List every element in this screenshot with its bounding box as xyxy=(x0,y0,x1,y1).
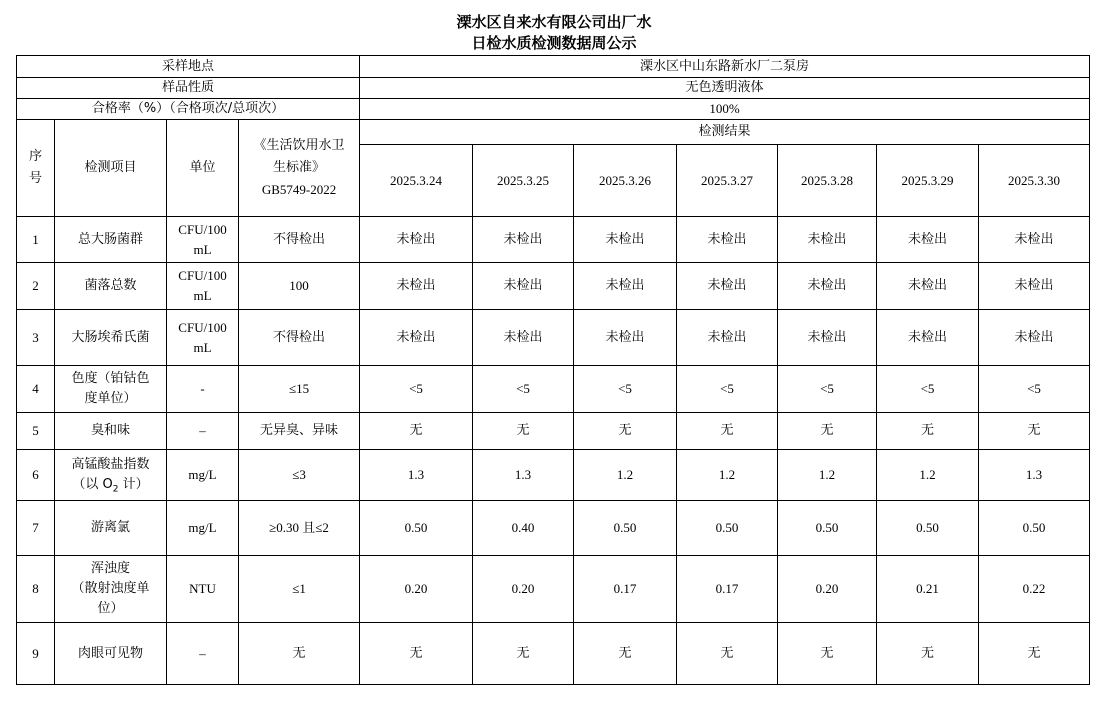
result-cell: <5 xyxy=(979,366,1090,413)
unit-cell: – xyxy=(167,623,239,685)
result-cell: <5 xyxy=(574,366,677,413)
unit-cell: mg/L xyxy=(167,450,239,501)
result-cell: 0.20 xyxy=(360,556,473,623)
water-quality-table xyxy=(16,55,1090,685)
result-cell: 0.22 xyxy=(979,556,1090,623)
table-row xyxy=(17,366,1090,413)
header-standard-line1: 《生活饮用水卫 xyxy=(253,137,345,153)
test-item: 游离氯 xyxy=(55,501,167,556)
result-cell: <5 xyxy=(677,366,778,413)
unit-part1: CFU/100 xyxy=(178,319,227,335)
result-cell: 1.2 xyxy=(574,450,677,501)
row-number: 4 xyxy=(17,366,55,413)
unit-cell: – xyxy=(167,413,239,450)
header-no-line2: 号 xyxy=(28,171,42,186)
unit-cell xyxy=(167,217,239,263)
test-item: 肉眼可见物 xyxy=(55,623,167,685)
report-title-line2: 日检水质检测数据周公示 xyxy=(471,34,637,52)
table-row xyxy=(17,310,1090,366)
unit-cell: - xyxy=(167,366,239,413)
result-cell: <5 xyxy=(877,366,979,413)
test-item-line2: 度单位） xyxy=(84,391,137,406)
result-cell: 0.17 xyxy=(677,556,778,623)
header-row-1 xyxy=(17,120,1090,145)
result-cell: 未检出 xyxy=(877,217,979,263)
unit-cell xyxy=(167,263,239,310)
result-cell: 0.20 xyxy=(778,556,877,623)
subscript-two: 2 xyxy=(112,484,119,495)
row-number: 9 xyxy=(17,623,55,685)
result-cell: 1.2 xyxy=(677,450,778,501)
location-value: 溧水区中山东路新水厂二泵房 xyxy=(360,56,1090,78)
header-item: 检测项目 xyxy=(55,120,167,217)
header-standard-line3: GB5749-2022 xyxy=(261,181,337,197)
result-cell: 未检出 xyxy=(473,217,574,263)
test-item-line1: 色度（铂钴色 xyxy=(71,371,150,386)
row-number: 1 xyxy=(17,217,55,263)
result-cell: 未检出 xyxy=(677,217,778,263)
row-number: 6 xyxy=(17,450,55,501)
result-cell: 未检出 xyxy=(979,217,1090,263)
result-cell: 无 xyxy=(778,413,877,450)
result-cell: 0.50 xyxy=(574,501,677,556)
result-cell: 无 xyxy=(877,413,979,450)
result-cell: 未检出 xyxy=(979,263,1090,310)
unit-part2: mL xyxy=(193,288,212,303)
result-cell: <5 xyxy=(360,366,473,413)
result-cell: 未检出 xyxy=(877,263,979,310)
result-cell: 无 xyxy=(360,413,473,450)
row-number: 5 xyxy=(17,413,55,450)
unit-cell: mg/L xyxy=(167,501,239,556)
test-item-line2-pre: （以 O xyxy=(72,477,113,492)
table-row xyxy=(17,501,1090,556)
result-cell: 0.50 xyxy=(877,501,979,556)
test-item-line1: 浑浊度 xyxy=(90,561,130,576)
table-row xyxy=(17,217,1090,263)
result-cell: 无 xyxy=(473,623,574,685)
result-cell: 未检出 xyxy=(360,310,473,366)
sample-label: 样品性质 xyxy=(17,78,360,99)
pass-rate-value: 100% xyxy=(360,99,1090,120)
table-row xyxy=(17,623,1090,685)
table-row xyxy=(17,263,1090,310)
info-row-sample xyxy=(17,78,1090,99)
result-cell: 无 xyxy=(473,413,574,450)
row-number: 2 xyxy=(17,263,55,310)
standard-value: 不得检出 xyxy=(239,310,360,366)
result-cell: 无 xyxy=(979,413,1090,450)
result-cell: 1.3 xyxy=(360,450,473,501)
result-cell: 无 xyxy=(677,623,778,685)
date-header: 2025.3.26 xyxy=(574,145,677,217)
date-header: 2025.3.24 xyxy=(360,145,473,217)
result-cell: 0.50 xyxy=(979,501,1090,556)
result-cell: 0.20 xyxy=(473,556,574,623)
result-cell: <5 xyxy=(778,366,877,413)
result-cell: 未检出 xyxy=(778,217,877,263)
result-cell: 未检出 xyxy=(979,310,1090,366)
date-header: 2025.3.29 xyxy=(877,145,979,217)
result-cell: 未检出 xyxy=(677,310,778,366)
test-item-line2-post: 计） xyxy=(118,477,149,492)
result-cell: 0.50 xyxy=(677,501,778,556)
result-cell: 未检出 xyxy=(778,263,877,310)
standard-value: ≤1 xyxy=(239,556,360,623)
result-cell: 0.21 xyxy=(877,556,979,623)
unit-cell xyxy=(167,310,239,366)
unit-part2: mL xyxy=(193,241,212,257)
table-row xyxy=(17,556,1090,623)
unit-cell: NTU xyxy=(167,556,239,623)
standard-value: 100 xyxy=(239,263,360,310)
header-unit: 单位 xyxy=(167,120,239,217)
test-item: 菌落总数 xyxy=(55,263,167,310)
result-cell: 未检出 xyxy=(778,310,877,366)
result-cell: 无 xyxy=(574,623,677,685)
result-cell: 0.40 xyxy=(473,501,574,556)
standard-value: 不得检出 xyxy=(239,217,360,263)
standard-value: 无异臭、异味 xyxy=(239,413,360,450)
test-item xyxy=(55,366,167,413)
row-number: 7 xyxy=(17,501,55,556)
result-cell: 未检出 xyxy=(574,263,677,310)
sample-value: 无色透明液体 xyxy=(360,78,1090,99)
test-item-line2: （散射浊度单 xyxy=(71,581,150,596)
report-title-line1: 溧水区自来水有限公司出厂水 xyxy=(456,13,652,31)
result-cell: 无 xyxy=(360,623,473,685)
test-item xyxy=(55,450,167,501)
result-cell: 无 xyxy=(877,623,979,685)
test-item: 臭和味 xyxy=(55,413,167,450)
result-cell: 未检出 xyxy=(360,217,473,263)
unit-part1: CFU/100 xyxy=(178,221,227,237)
result-cell: 未检出 xyxy=(473,263,574,310)
result-cell: 1.3 xyxy=(979,450,1090,501)
result-cell: 0.50 xyxy=(360,501,473,556)
result-cell: 未检出 xyxy=(677,263,778,310)
header-results: 检测结果 xyxy=(360,120,1090,145)
test-item xyxy=(55,556,167,623)
header-no-line1: 序 xyxy=(28,149,42,164)
info-row-location xyxy=(17,56,1090,78)
header-no xyxy=(17,120,55,217)
result-cell: 未检出 xyxy=(574,217,677,263)
pass-rate-label: 合格率（%）（合格项次/总项次） xyxy=(17,99,360,120)
test-item: 总大肠菌群 xyxy=(55,217,167,263)
result-cell: <5 xyxy=(473,366,574,413)
result-cell: 未检出 xyxy=(360,263,473,310)
result-cell: 未检出 xyxy=(574,310,677,366)
table-row xyxy=(17,450,1090,501)
test-item-line1: 高锰酸盐指数 xyxy=(71,457,150,472)
header-standard-line2: 生标准》 xyxy=(273,159,326,175)
location-label: 采样地点 xyxy=(17,56,360,78)
result-cell: 0.17 xyxy=(574,556,677,623)
row-number: 3 xyxy=(17,310,55,366)
unit-part1: CFU/100 xyxy=(178,268,227,283)
result-cell: 1.3 xyxy=(473,450,574,501)
result-cell: 未检出 xyxy=(473,310,574,366)
date-header: 2025.3.27 xyxy=(677,145,778,217)
date-header: 2025.3.30 xyxy=(979,145,1090,217)
result-cell: 未检出 xyxy=(877,310,979,366)
info-row-pass-rate xyxy=(17,99,1090,120)
standard-value: ≥0.30 且≤2 xyxy=(239,501,360,556)
result-cell: 0.50 xyxy=(778,501,877,556)
result-cell: 无 xyxy=(979,623,1090,685)
date-header: 2025.3.28 xyxy=(778,145,877,217)
result-cell: 1.2 xyxy=(877,450,979,501)
result-cell: 无 xyxy=(677,413,778,450)
date-header: 2025.3.25 xyxy=(473,145,574,217)
test-item-line3: 位） xyxy=(97,601,124,616)
test-item: 大肠埃希氏菌 xyxy=(55,310,167,366)
table-row xyxy=(17,413,1090,450)
result-cell: 1.2 xyxy=(778,450,877,501)
result-cell: 无 xyxy=(778,623,877,685)
unit-part2: mL xyxy=(193,339,212,355)
standard-value: 无 xyxy=(239,623,360,685)
header-standard xyxy=(239,120,360,217)
result-cell: 无 xyxy=(574,413,677,450)
standard-value: ≤3 xyxy=(239,450,360,501)
row-number: 8 xyxy=(17,556,55,623)
standard-value: ≤15 xyxy=(239,366,360,413)
